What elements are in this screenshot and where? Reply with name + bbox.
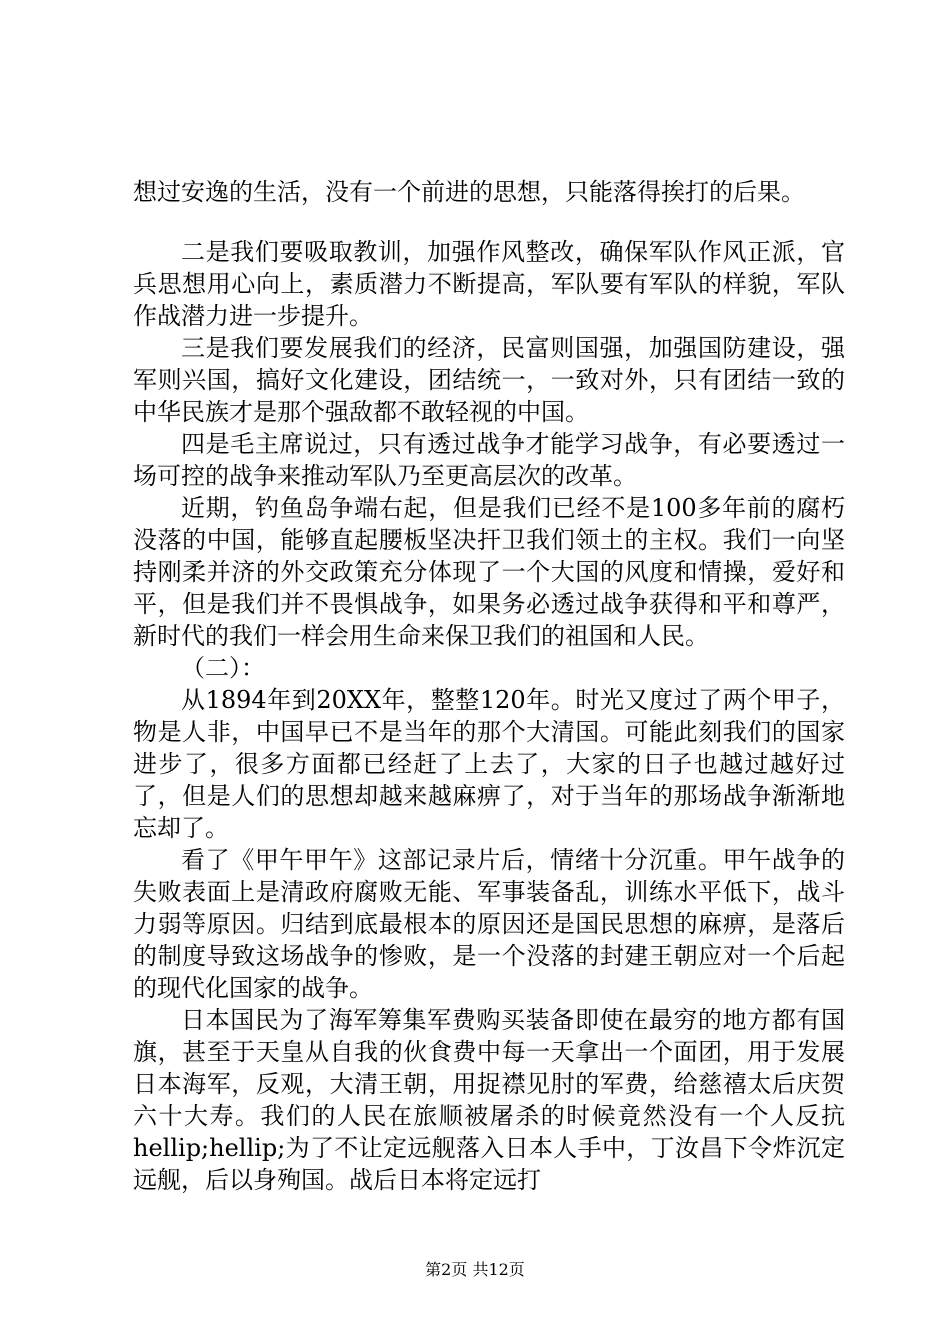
paragraph-1: 想过安逸的生活，没有一个前进的思想，只能落得挨打的后果。 — [133, 178, 805, 206]
paragraph-4: 四是毛主席说过，只有透过战争才能学习战争，有必要透过一场可控的战争来推动军队乃至更高层次的改革。 — [133, 430, 845, 490]
section-heading: （二）： — [181, 654, 265, 682]
paragraph-2: 二是我们要吸取教训，加强作风整改，确保军队作风正派，官兵思想用心向上，素质潜力不断提高，军队要有军队的样貌，军队作战潜力进一步提升。 — [133, 238, 845, 330]
paragraph-7: 看了《甲午甲午》这部记录片后，情绪十分沉重。甲午战争的失败表面上是清政府腐败无能、军事装备乱，训练水平低下，战斗力弱等原因。归结到底最根本的原因还是国民思想的麻痹，是落后的制度导致这场战争的惨败，是一个没落的封建王朝应对一个后起的现代化国家的战争。 — [133, 846, 845, 1002]
paragraph-6: 从1894年到20XX年，整整120年。时光又度过了两个甲子，物是人非，中国早已不是当年的那个大清国。可能此刻我们的国家进步了，很多方面都已经赶了上去了，大家的日子也越过越好过了，但是人们的思想却越来越麻痹了，对于当年的那场战争渐渐地忘却了。 — [133, 686, 845, 842]
paragraph-3: 三是我们要发展我们的经济，民富则国强，加强国防建设，强军则兴国，搞好文化建设，团结统一，一致对外，只有团结一致的中华民族才是那个强敌都不敢轻视的中国。 — [133, 334, 845, 426]
paragraph-5: 近期，钓鱼岛争端右起，但是我们已经不是100多年前的腐朽没落的中国，能够直起腰板坚决扞卫我们领土的主权。我们一向坚持刚柔并济的外交政策充分体现了一个大国的风度和情操，爱好和平，但是我们并不畏惧战争，如果务必透过战争获得和平和尊严，新时代的我们一样会用生命来保卫我们的祖国和人民。 — [133, 494, 845, 650]
page-number: 第2页 共12页 — [425, 1260, 525, 1279]
document-body — [133, 176, 845, 1196]
paragraph-8: 日本国民为了海军筹集军费购买装备即使在最穷的地方都有国旗，甚至于天皇从自我的伙食费中每一天拿出一个面团，用于发展日本海军，反观，大清王朝，用捉襟见肘的军费，给慈禧太后庆贺六十大寿。我们的人民在旅顺被屠杀的时候竟然没有一个人反抗hellip;hellip;为了不让定远舰落入日本人手中，丁汝昌下令炸沉定远舰，后以身殉国。战后日本将定远打 — [133, 1006, 845, 1194]
page-footer — [0, 1260, 950, 1280]
